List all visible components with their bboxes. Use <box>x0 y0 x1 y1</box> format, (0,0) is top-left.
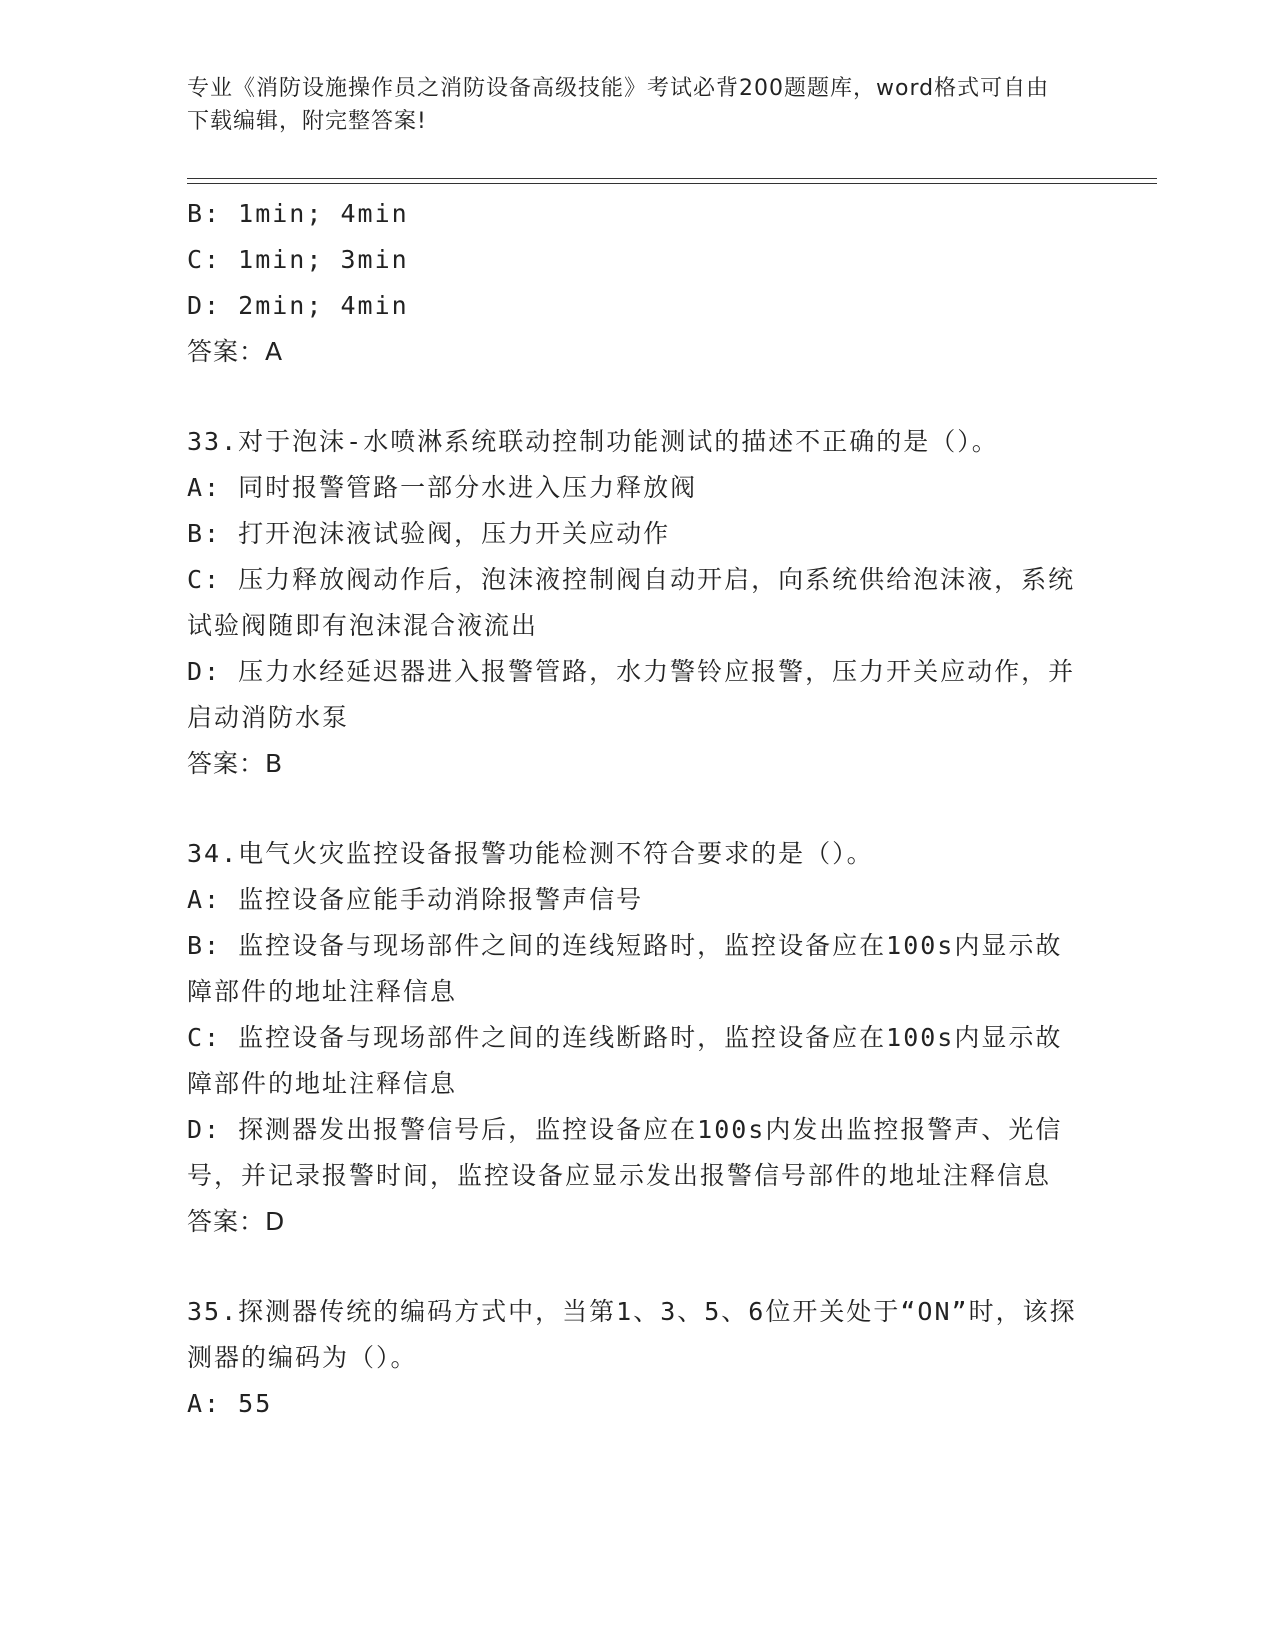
option-b: B: 监控设备与现场部件之间的连线短路时，监控设备应在100s内显示故障部件的地址注释信息 <box>187 931 1063 1006</box>
question-block-33 <box>187 419 1077 787</box>
option-a: A: 监控设备应能手动消除报警声信号 <box>187 885 644 914</box>
question-block-35 <box>187 1289 1077 1427</box>
answer-label: 答案：A <box>187 337 284 366</box>
question-block-32 <box>187 191 1077 375</box>
option-d: D: 压力水经延迟器进入报警管路，水力警铃应报警，压力开关应动作，并启动消防水泵 <box>187 657 1076 732</box>
document-body <box>187 191 1077 1427</box>
question-block-34 <box>187 831 1077 1245</box>
document-header: 专业《消防设施操作员之消防设备高级技能》考试必背200题题库，word格式可自由下载编辑，附完整答案! <box>187 76 1050 134</box>
option-d: D: 探测器发出报警信号后，监控设备应在100s内发出监控报警声、光信号，并记录报警时间，监控设备应显示发出报警信号部件的地址注释信息 <box>187 1115 1063 1190</box>
option-b: B: 1min; 4min <box>187 199 409 228</box>
answer-label: 答案：D <box>187 1207 286 1236</box>
option-c: C: 监控设备与现场部件之间的连线断路时，监控设备应在100s内显示故障部件的地址注释信息 <box>187 1023 1063 1098</box>
option-a: A: 同时报警管路一部分水进入压力释放阀 <box>187 473 698 502</box>
question-text: 34.电气火灾监控设备报警功能检测不符合要求的是（）。 <box>187 839 874 868</box>
header-divider-top <box>187 178 1157 179</box>
question-text: 35.探测器传统的编码方式中，当第1、3、5、6位开关处于“ON”时，该探测器的编码为（）。 <box>187 1297 1077 1372</box>
option-c: C: 1min; 3min <box>187 245 409 274</box>
option-b: B: 打开泡沫液试验阀，压力开关应动作 <box>187 519 671 548</box>
answer-label: 答案：B <box>187 749 284 778</box>
question-text: 33.对于泡沫-水喷淋系统联动控制功能测试的描述不正确的是（）。 <box>187 427 999 456</box>
header-divider-bottom <box>187 183 1157 184</box>
option-c: C: 压力释放阀动作后，泡沫液控制阀自动开启，向系统供给泡沫液，系统试验阀随即有泡沫混合液流出 <box>187 565 1076 640</box>
option-a: A: 55 <box>187 1389 273 1418</box>
option-d: D: 2min; 4min <box>187 291 409 320</box>
